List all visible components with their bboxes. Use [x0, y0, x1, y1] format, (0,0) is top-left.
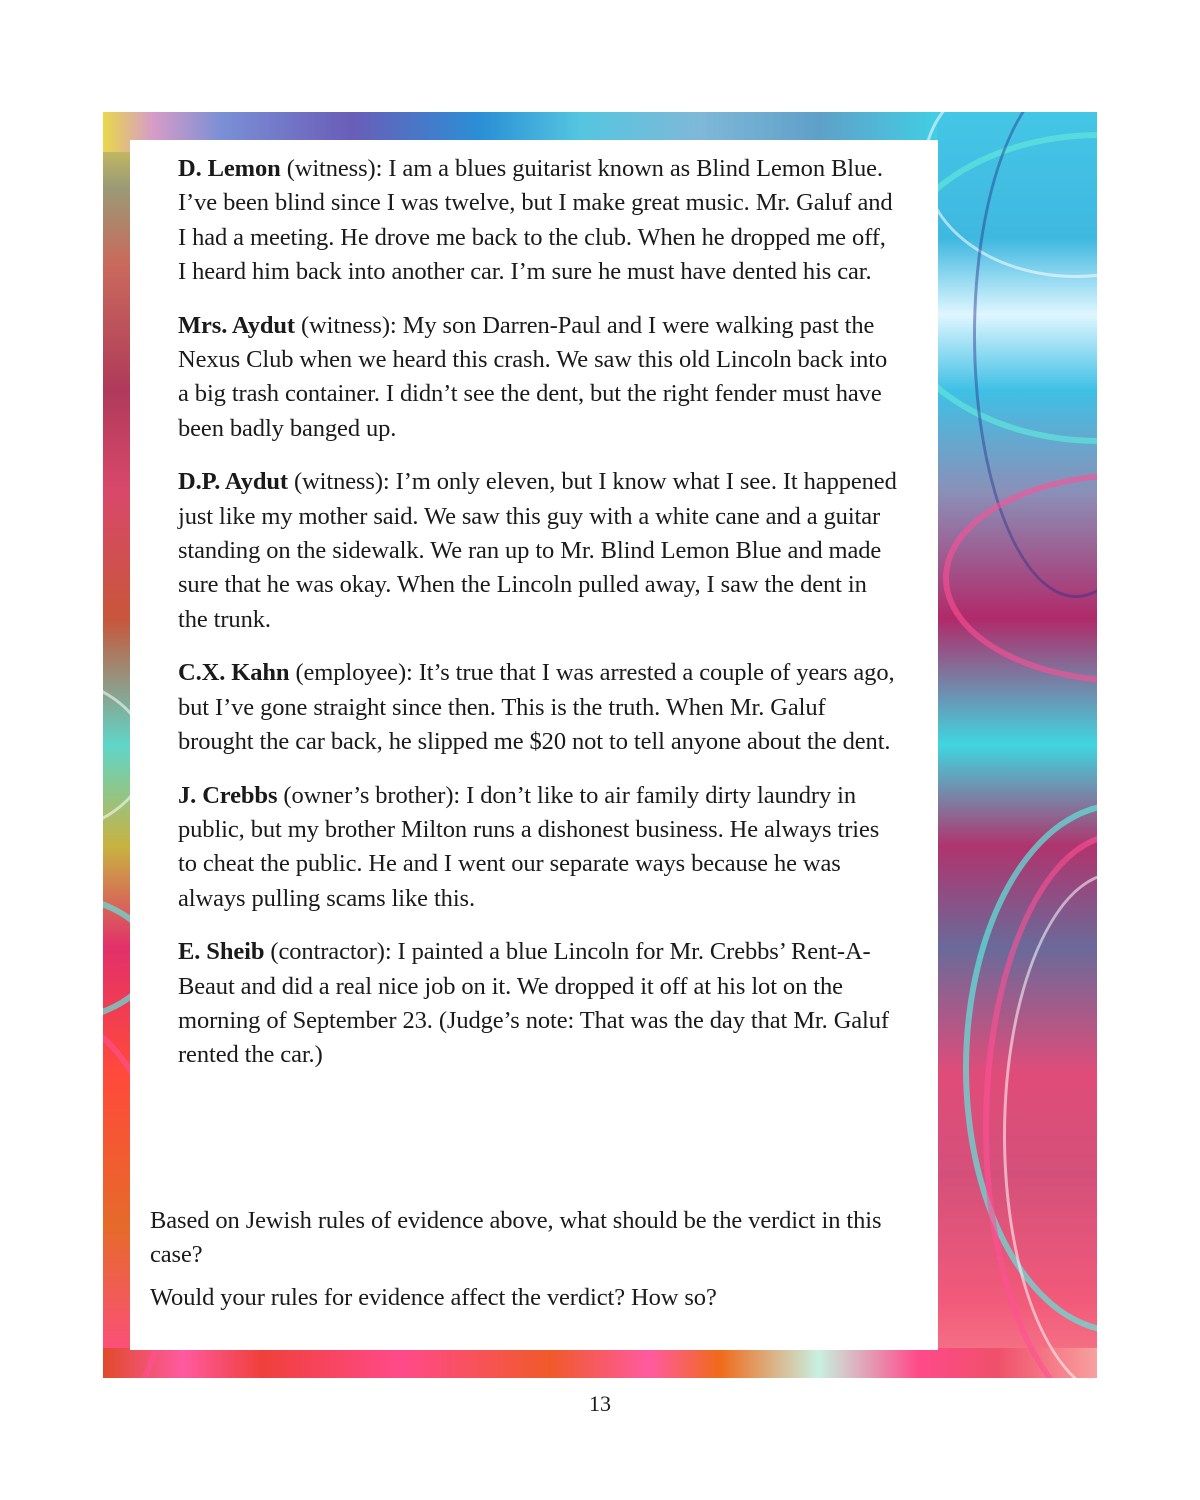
testimony-text: : I painted a blue Lincoln for Mr. Crebbs’ Rent-A-Beaut and did a real nice job on it. We dropped it off at his lot on the morning of September 23. (Judge’s note: That was the day that Mr. Galuf rented the car.)	[178, 938, 889, 1069]
testimony-list	[178, 152, 898, 1092]
testimony-entry	[178, 309, 898, 447]
testimony-text: : My son Darren-Paul and I were walking past the Nexus Club when we heard this crash. We saw this old Lincoln back into a big trash container. I didn’t see the dent, but the right fender must have been badly banged up.	[178, 311, 888, 442]
testimony-entry	[178, 935, 898, 1073]
testimony-text: : I am a blues guitarist known as Blind Lemon Blue. I’ve been blind since I was twelve, but I make great music. Mr. Galuf and I had a meeting. He drove me back to the club. When he dropped me off, I heard him back into another car. I’m sure he must have dented his car.	[178, 155, 893, 286]
discussion-question: Would your rules for evidence affect the verdict? How so?	[150, 1284, 717, 1311]
speaker-role: (contractor)	[270, 938, 385, 966]
speaker-role: (witness)	[286, 155, 376, 182]
testimony-entry	[178, 465, 898, 637]
speaker-name: Mrs. Aydut	[178, 311, 295, 339]
testimony-text: : I’m only eleven, but I know what I see. It happened just like my mother said. We saw this guy with a white cane and a guitar standing on the sidewalk. We ran up to Mr. Blind Lemon Blue and made sure that he was okay. When the Lincoln pulled away, I saw the dent in the trunk.	[178, 468, 897, 633]
content-panel	[130, 140, 938, 1350]
speaker-role: (witness)	[301, 311, 390, 339]
speaker-name: D. Lemon	[178, 155, 281, 182]
testimony-text: : I don’t like to air family dirty laundry in public, but my brother Milton runs a dishonest business. He always tries to cheat the public. He and I went our separate ways because he was always pulling scams like this.	[178, 781, 880, 912]
testimony-text: : It’s true that I was arrested a couple of years ago, but I’ve gone straight since then. This is the truth. When Mr. Galuf brought the car back, he slipped me $20 not to tell anyone about the dent.	[178, 659, 895, 756]
speaker-name: J. Crebbs	[178, 781, 278, 809]
speaker-name: C.X. Kahn	[178, 659, 290, 687]
speaker-name: E. Sheib	[178, 938, 265, 966]
discussion-questions	[150, 1204, 910, 1324]
speaker-name: D.P. Aydut	[178, 468, 288, 496]
page-number: 13	[589, 1391, 611, 1416]
testimony-entry	[178, 152, 898, 290]
speaker-role: (employee)	[295, 659, 407, 687]
art-border-bottom	[103, 1348, 1097, 1378]
discussion-question: Based on Jewish rules of evidence above, what should be the verdict in this case?	[150, 1207, 882, 1268]
speaker-role: (witness)	[294, 468, 383, 496]
testimony-entry	[178, 779, 898, 917]
speaker-role: (owner’s brother)	[283, 781, 454, 809]
testimony-entry	[178, 656, 898, 759]
